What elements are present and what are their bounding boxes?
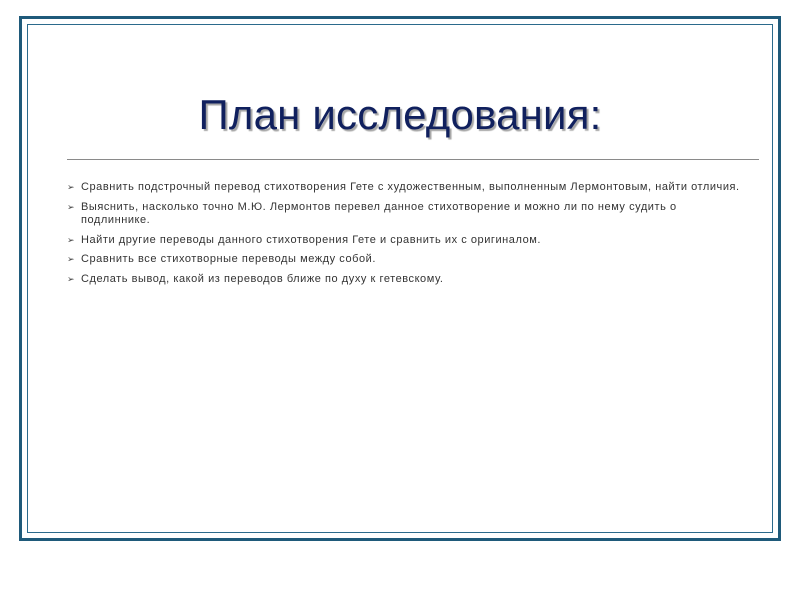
bullet-arrow-icon: ➢ <box>67 201 76 212</box>
title-divider <box>67 159 759 160</box>
bullet-arrow-icon: ➢ <box>67 234 76 245</box>
bullet-text: Найти другие переводы данного стихотворения Гете и сравнить их с оригиналом. <box>81 233 541 246</box>
bullet-arrow-icon: ➢ <box>67 273 76 284</box>
list-item <box>67 234 747 248</box>
list-item <box>67 201 747 228</box>
list-item <box>67 253 747 267</box>
bullet-arrow-icon: ➢ <box>67 254 76 264</box>
slide-title: План исследования: <box>198 91 602 138</box>
bullet-arrow-icon: ➢ <box>67 182 76 192</box>
bullet-list <box>67 181 747 292</box>
bullet-text: Сделать вывод, какой из переводов ближе по духу к гетевскому. <box>81 272 444 285</box>
list-item <box>67 181 747 195</box>
list-item <box>67 273 747 287</box>
bullet-text: Сравнить все стихотворные переводы между собой. <box>81 253 376 265</box>
bullet-text: Сравнить подстрочный перевод стихотворения Гете с художественным, выполненным Лермонтовым, найти отличия. <box>81 181 740 193</box>
bullet-text: Выяснить, насколько точно М.Ю. Лермонтов перевел данное стихотворение и можно ли по нему судить о подлиннике. <box>81 200 677 226</box>
slide-inner-border <box>27 24 773 533</box>
slide-frame <box>19 16 781 541</box>
